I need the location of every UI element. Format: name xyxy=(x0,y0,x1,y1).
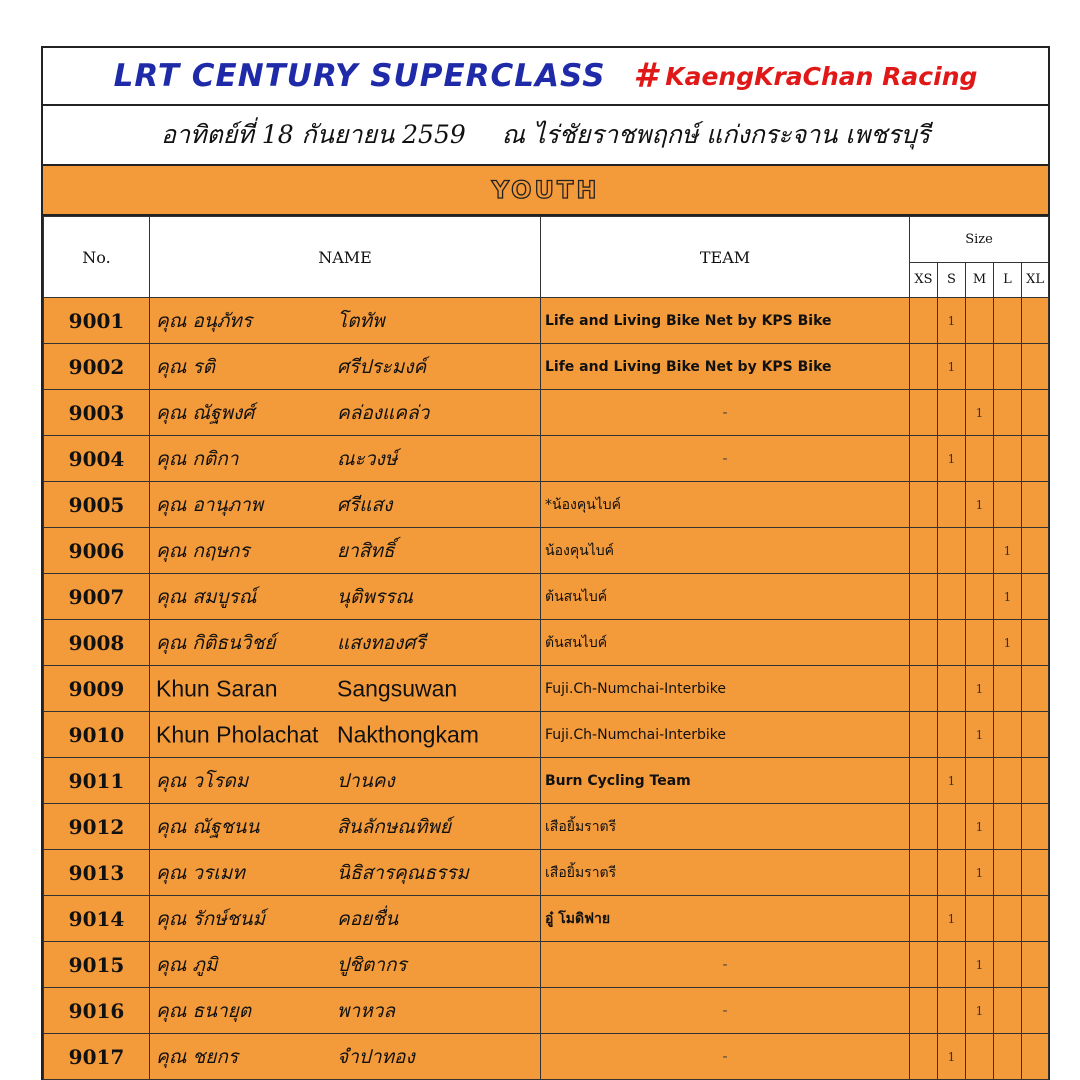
col-header-name: NAME xyxy=(150,217,541,298)
size-cell-m: 1 xyxy=(966,942,994,988)
rider-team: ต้นสนไบค์ xyxy=(541,620,910,666)
rider-team: - xyxy=(541,942,910,988)
size-cell-m xyxy=(966,1034,994,1080)
rider-number: 9009 xyxy=(44,666,150,712)
size-cell-l xyxy=(994,804,1022,850)
rider-last-name: ยาสิทธิ์ xyxy=(337,539,395,562)
size-cell-xs xyxy=(910,298,938,344)
rider-team: *น้องคุนไบค์ xyxy=(541,482,910,528)
rider-last-name: นุติพรรณ xyxy=(337,585,413,608)
size-cell-m: 1 xyxy=(966,390,994,436)
rider-number: 9004 xyxy=(44,436,150,482)
rider-number: 9014 xyxy=(44,896,150,942)
size-cell-s: 1 xyxy=(938,298,966,344)
size-cell-xl xyxy=(1022,298,1049,344)
size-cell-l xyxy=(994,482,1022,528)
size-cell-l xyxy=(994,298,1022,344)
rider-team: Life and Living Bike Net by KPS Bike xyxy=(541,344,910,390)
size-cell-xs xyxy=(910,390,938,436)
size-cell-l xyxy=(994,850,1022,896)
rider-first-name: Khun Pholachat xyxy=(156,721,319,747)
size-cell-l xyxy=(994,988,1022,1034)
col-header-size-m: M xyxy=(966,262,994,297)
size-cell-l xyxy=(994,390,1022,436)
rider-number: 9015 xyxy=(44,942,150,988)
rider-team: เสือยิ้มราตรี xyxy=(541,804,910,850)
size-cell-s xyxy=(938,574,966,620)
size-cell-s xyxy=(938,942,966,988)
rider-first-name: คุณ วรเมท xyxy=(156,861,245,884)
rider-first-name: คุณ สมบูรณ์ xyxy=(156,585,257,608)
size-cell-m: 1 xyxy=(966,804,994,850)
rider-first-name: คุณ กฤษกร xyxy=(156,539,250,562)
size-cell-m: 1 xyxy=(966,712,994,758)
size-cell-s xyxy=(938,482,966,528)
rider-first-name: คุณ ณัฐพงศ์ xyxy=(156,401,255,424)
entry-sheet xyxy=(41,46,1050,1080)
rider-last-name: นิธิสารคุณธรรม xyxy=(337,861,469,884)
size-cell-xl xyxy=(1022,574,1049,620)
rider-last-name: พาหวล xyxy=(337,999,396,1022)
size-cell-xs xyxy=(910,988,938,1034)
rider-team: - xyxy=(541,1034,910,1080)
rider-number: 9011 xyxy=(44,758,150,804)
rider-number: 9003 xyxy=(44,390,150,436)
size-cell-xs xyxy=(910,1034,938,1080)
size-cell-l: 1 xyxy=(994,528,1022,574)
rider-team: Fuji.Ch-Numchai-Interbike xyxy=(541,666,910,712)
size-cell-xl xyxy=(1022,850,1049,896)
rider-name xyxy=(150,988,541,1034)
table-row xyxy=(44,390,1049,436)
rider-first-name: คุณ กิติธนวิชย์ xyxy=(156,631,276,654)
size-cell-l: 1 xyxy=(994,620,1022,666)
rider-first-name: คุณ รักษ์ชนม์ xyxy=(156,907,266,930)
table-row xyxy=(44,620,1049,666)
rider-name xyxy=(150,758,541,804)
rider-last-name: ปานคง xyxy=(337,769,395,792)
event-date-location xyxy=(43,106,1048,166)
rider-first-name: คุณ ชยกร xyxy=(156,1045,239,1068)
size-cell-s: 1 xyxy=(938,1034,966,1080)
size-cell-l xyxy=(994,436,1022,482)
table-row xyxy=(44,758,1049,804)
size-cell-s: 1 xyxy=(938,344,966,390)
rider-team: - xyxy=(541,390,910,436)
size-cell-l xyxy=(994,712,1022,758)
entries-table xyxy=(43,216,1049,1080)
rider-number: 9017 xyxy=(44,1034,150,1080)
size-cell-l xyxy=(994,942,1022,988)
size-cell-xs xyxy=(910,574,938,620)
rider-number: 9013 xyxy=(44,850,150,896)
rider-first-name: คุณ อนุภัทร xyxy=(156,309,253,332)
table-row xyxy=(44,344,1049,390)
event-date: อาทิตย์ที่ 18 กันยายน 2559 xyxy=(160,120,466,149)
rider-first-name: คุณ ภูมิ xyxy=(156,953,218,976)
rider-name xyxy=(150,942,541,988)
size-cell-xs xyxy=(910,942,938,988)
rider-last-name: ณะวงษ์ xyxy=(337,447,398,470)
rider-name xyxy=(150,482,541,528)
rider-name xyxy=(150,712,541,758)
rider-name xyxy=(150,896,541,942)
rider-name xyxy=(150,436,541,482)
size-cell-xl xyxy=(1022,804,1049,850)
size-cell-l xyxy=(994,344,1022,390)
rider-first-name: คุณ รติ xyxy=(156,355,215,378)
rider-last-name: คล่องแคล่ว xyxy=(337,401,430,424)
rider-team: Fuji.Ch-Numchai-Interbike xyxy=(541,712,910,758)
size-cell-m xyxy=(966,298,994,344)
event-location: ณ ไร่ชัยราชพฤกษ์ แก่งกระจาน เพชรบุรี xyxy=(501,120,931,149)
size-cell-m xyxy=(966,896,994,942)
rider-name xyxy=(150,850,541,896)
size-cell-xs xyxy=(910,804,938,850)
rider-name xyxy=(150,528,541,574)
rider-last-name: สินลักษณทิพย์ xyxy=(337,815,452,838)
rider-number: 9002 xyxy=(44,344,150,390)
rider-name xyxy=(150,1034,541,1080)
rider-name xyxy=(150,298,541,344)
size-cell-xl xyxy=(1022,666,1049,712)
size-cell-m xyxy=(966,574,994,620)
size-cell-xl xyxy=(1022,942,1049,988)
size-cell-xl xyxy=(1022,482,1049,528)
size-cell-l xyxy=(994,666,1022,712)
size-cell-xl xyxy=(1022,436,1049,482)
table-row xyxy=(44,298,1049,344)
rider-last-name: Sangsuwan xyxy=(337,675,458,701)
rider-name xyxy=(150,804,541,850)
entries-body xyxy=(44,298,1049,1080)
size-cell-xs xyxy=(910,850,938,896)
col-header-size-xl: XL xyxy=(1022,262,1049,297)
table-row xyxy=(44,804,1049,850)
size-cell-xl xyxy=(1022,712,1049,758)
size-cell-xs xyxy=(910,344,938,390)
size-cell-m xyxy=(966,758,994,804)
rider-first-name: คุณ วโรดม xyxy=(156,769,249,792)
rider-name xyxy=(150,666,541,712)
size-cell-xs xyxy=(910,666,938,712)
table-row xyxy=(44,528,1049,574)
size-cell-xs xyxy=(910,528,938,574)
size-cell-s: 1 xyxy=(938,436,966,482)
size-cell-xl xyxy=(1022,390,1049,436)
rider-first-name: Khun Saran xyxy=(156,675,278,701)
rider-number: 9012 xyxy=(44,804,150,850)
rider-number: 9005 xyxy=(44,482,150,528)
size-cell-xs xyxy=(910,896,938,942)
size-cell-xl xyxy=(1022,896,1049,942)
rider-first-name: คุณ กติกา xyxy=(156,447,239,470)
rider-team: น้องคุนไบค์ xyxy=(541,528,910,574)
table-row xyxy=(44,896,1049,942)
hashtag-symbol: # xyxy=(633,56,658,96)
category-title: YOUTH xyxy=(43,166,1048,216)
rider-last-name: ปูชิตากร xyxy=(337,953,407,976)
rider-last-name: โตทัพ xyxy=(337,309,385,332)
organizer-team: KaengKraChan Racing xyxy=(665,61,978,91)
size-cell-s xyxy=(938,712,966,758)
table-row xyxy=(44,850,1049,896)
size-cell-xs xyxy=(910,712,938,758)
size-cell-m xyxy=(966,344,994,390)
size-cell-l xyxy=(994,896,1022,942)
event-title: LRT CENTURY SUPERCLASS xyxy=(113,58,606,94)
col-header-no: No. xyxy=(44,217,150,298)
size-cell-s: 1 xyxy=(938,758,966,804)
rider-last-name: ศรีประมงค์ xyxy=(337,355,427,378)
rider-number: 9016 xyxy=(44,988,150,1034)
table-row xyxy=(44,988,1049,1034)
table-row xyxy=(44,436,1049,482)
table-row xyxy=(44,1034,1049,1080)
size-cell-m: 1 xyxy=(966,988,994,1034)
size-cell-m xyxy=(966,620,994,666)
col-header-size-xs: XS xyxy=(910,262,938,297)
size-cell-l xyxy=(994,758,1022,804)
size-cell-xl xyxy=(1022,344,1049,390)
event-title-bar xyxy=(43,48,1048,106)
size-cell-m xyxy=(966,528,994,574)
table-row xyxy=(44,574,1049,620)
rider-team: Burn Cycling Team xyxy=(541,758,910,804)
size-cell-s xyxy=(938,988,966,1034)
rider-name xyxy=(150,620,541,666)
size-cell-xs xyxy=(910,620,938,666)
col-header-size-s: S xyxy=(938,262,966,297)
rider-last-name: ศรีแสง xyxy=(337,493,393,516)
rider-team: - xyxy=(541,436,910,482)
size-cell-s: 1 xyxy=(938,896,966,942)
size-cell-xs xyxy=(910,482,938,528)
rider-number: 9001 xyxy=(44,298,150,344)
size-cell-s xyxy=(938,850,966,896)
rider-number: 9006 xyxy=(44,528,150,574)
size-cell-l: 1 xyxy=(994,574,1022,620)
rider-number: 9010 xyxy=(44,712,150,758)
rider-team: อู๋ โมดิฟาย xyxy=(541,896,910,942)
col-header-size-l: L xyxy=(994,262,1022,297)
rider-name xyxy=(150,574,541,620)
size-cell-xl xyxy=(1022,528,1049,574)
rider-team: - xyxy=(541,988,910,1034)
rider-name xyxy=(150,344,541,390)
rider-last-name: จำปาทอง xyxy=(337,1045,415,1068)
table-row xyxy=(44,666,1049,712)
size-cell-m: 1 xyxy=(966,850,994,896)
size-cell-m xyxy=(966,436,994,482)
size-cell-s xyxy=(938,390,966,436)
rider-first-name: คุณ ณัฐชนน xyxy=(156,815,260,838)
rider-number: 9007 xyxy=(44,574,150,620)
size-cell-xl xyxy=(1022,988,1049,1034)
size-cell-m: 1 xyxy=(966,666,994,712)
size-cell-xl xyxy=(1022,758,1049,804)
size-cell-s xyxy=(938,804,966,850)
size-cell-xs xyxy=(910,758,938,804)
rider-last-name: แสงทองศรี xyxy=(337,631,426,654)
size-cell-xl xyxy=(1022,620,1049,666)
rider-last-name: Nakthongkam xyxy=(337,721,479,747)
rider-team: Life and Living Bike Net by KPS Bike xyxy=(541,298,910,344)
table-row xyxy=(44,942,1049,988)
size-cell-s xyxy=(938,666,966,712)
table-row xyxy=(44,712,1049,758)
col-header-size: Size xyxy=(910,217,1049,263)
rider-number: 9008 xyxy=(44,620,150,666)
table-row xyxy=(44,482,1049,528)
size-cell-s xyxy=(938,620,966,666)
size-cell-m: 1 xyxy=(966,482,994,528)
size-cell-l xyxy=(994,1034,1022,1080)
rider-first-name: คุณ ธนายุต xyxy=(156,999,252,1022)
rider-name xyxy=(150,390,541,436)
size-cell-xs xyxy=(910,436,938,482)
size-cell-s xyxy=(938,528,966,574)
col-header-team: TEAM xyxy=(541,217,910,298)
rider-last-name: คอยชื่น xyxy=(337,907,399,930)
rider-first-name: คุณ อานุภาพ xyxy=(156,493,264,516)
size-cell-xl xyxy=(1022,1034,1049,1080)
rider-team: ต้นสนไบค์ xyxy=(541,574,910,620)
rider-team: เสือยิ้มราตรี xyxy=(541,850,910,896)
